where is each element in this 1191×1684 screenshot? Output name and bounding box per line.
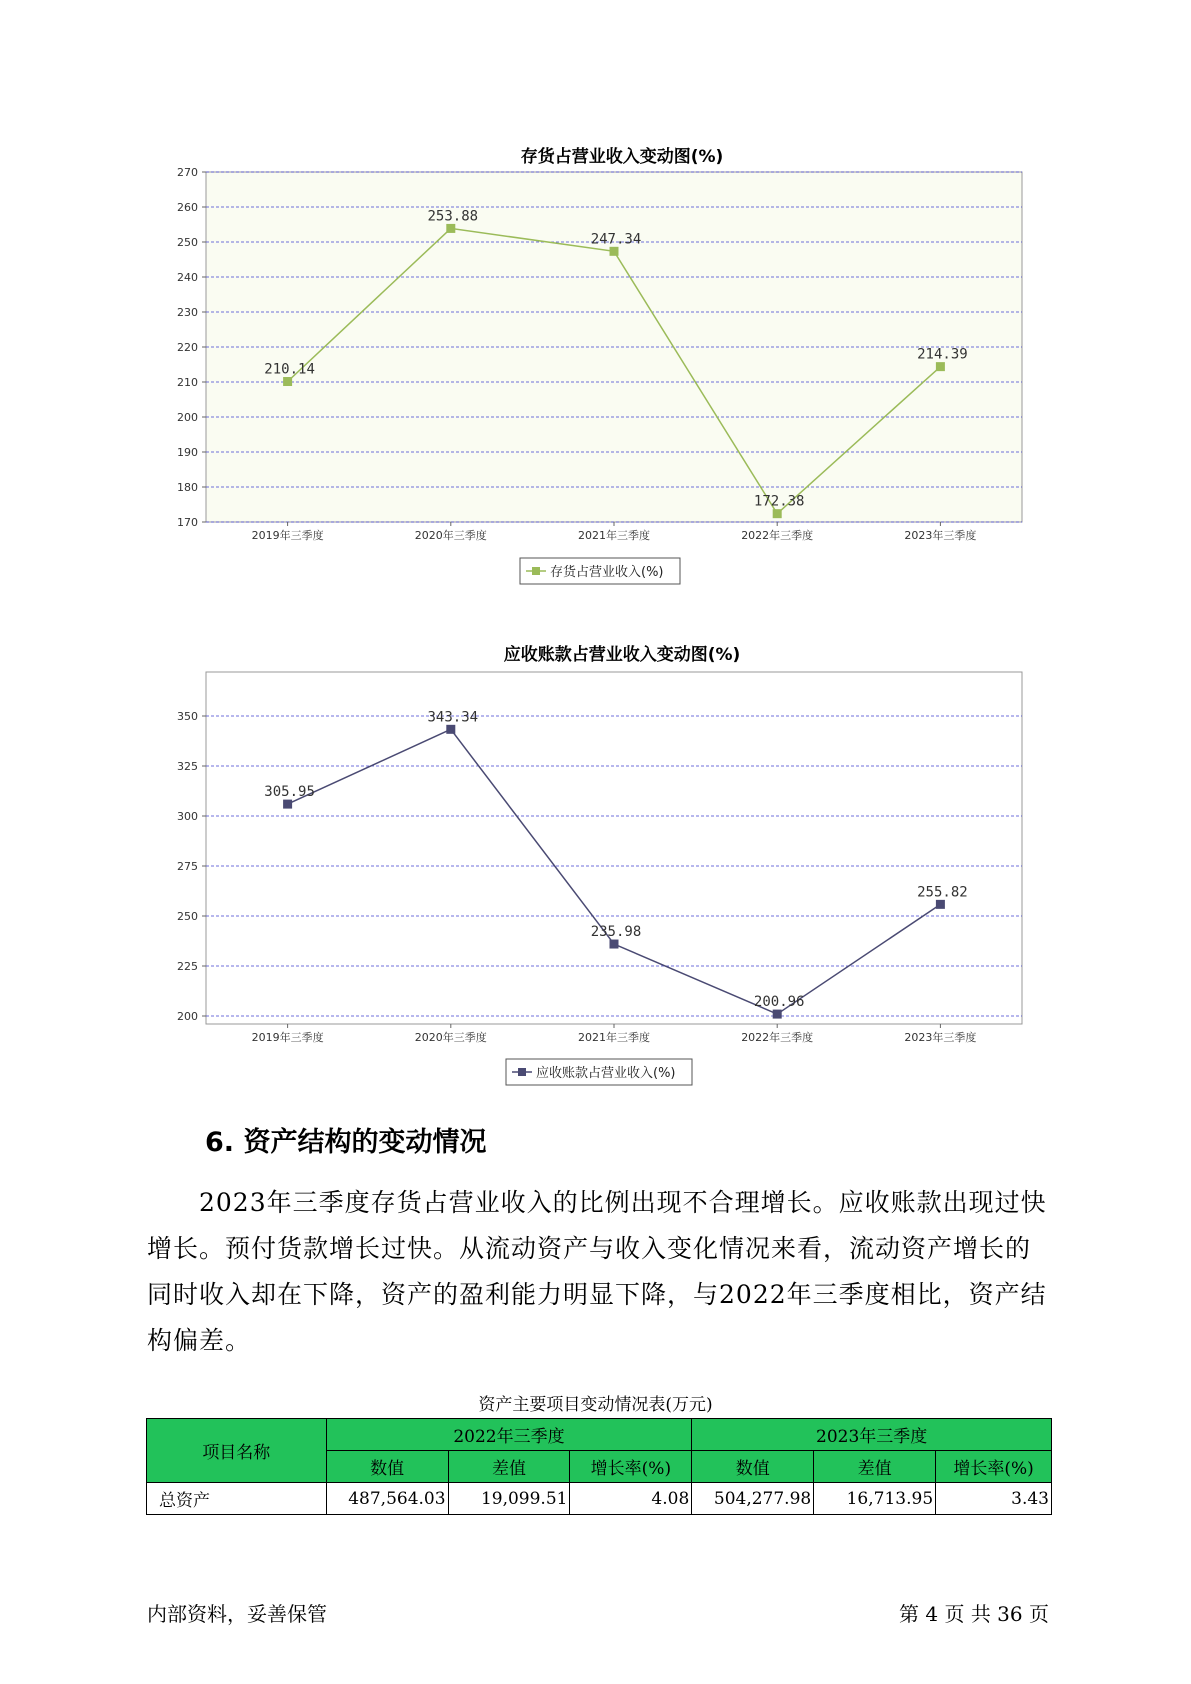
sub-header-growth: 增长率(%) — [570, 1451, 692, 1483]
data-label: 343.34 — [427, 709, 479, 726]
y-tick-label: 210 — [177, 376, 198, 389]
data-point — [446, 224, 455, 233]
y-tick-label: 170 — [177, 516, 198, 529]
y-tick-label: 260 — [177, 201, 198, 214]
data-label: 253.88 — [427, 208, 479, 225]
data-point — [610, 247, 619, 256]
footer-left: 内部资料，妥善保管 — [147, 1602, 327, 1626]
x-tick-label: 2021年三季度 — [578, 529, 650, 542]
data-point — [773, 1010, 782, 1019]
data-point — [283, 377, 292, 386]
cell-diff: 16,713.95 — [814, 1483, 936, 1515]
period1-header: 2022年三季度 — [326, 1419, 692, 1451]
y-tick-label: 300 — [177, 810, 198, 823]
data-label: 200.96 — [753, 994, 805, 1011]
x-tick-label: 2020年三季度 — [414, 1031, 487, 1044]
y-tick-label: 250 — [177, 910, 198, 923]
data-label: 214.39 — [917, 346, 968, 363]
table-row — [147, 1483, 1052, 1515]
y-tick-label: 230 — [177, 306, 198, 319]
legend-marker — [518, 1068, 526, 1076]
cell-growth: 4.08 — [570, 1483, 692, 1515]
chart-title: 存货占营业收入变动图(%) — [520, 147, 724, 167]
receivables-chart-svg — [0, 630, 1191, 1090]
sub-header-value: 数值 — [326, 1451, 448, 1483]
y-tick-label: 200 — [177, 1010, 198, 1023]
cell-value: 487,564.03 — [326, 1483, 448, 1515]
data-point — [936, 362, 945, 371]
data-point — [773, 509, 782, 518]
legend-label: 应收账款占营业收入(%) — [536, 1066, 676, 1081]
col-item-header: 项目名称 — [147, 1419, 327, 1483]
chart-title: 应收账款占营业收入变动图(%) — [503, 645, 741, 665]
y-tick-label: 325 — [177, 760, 198, 773]
x-tick-label: 2022年三季度 — [741, 529, 814, 542]
x-tick-label: 2019年三季度 — [251, 1031, 324, 1044]
data-point — [283, 800, 292, 809]
period2-header: 2023年三季度 — [692, 1419, 1052, 1451]
receivables-chart — [0, 630, 1191, 1090]
data-label: 210.14 — [264, 361, 315, 378]
table-caption: 资产主要项目变动情况表(万元) — [478, 1395, 713, 1415]
y-tick-label: 350 — [177, 710, 198, 723]
data-label: 235.98 — [590, 924, 642, 941]
plot-area — [206, 672, 1022, 1024]
section-heading: 6. 资产结构的变动情况 — [205, 1127, 487, 1158]
inventory-chart-svg — [0, 125, 1191, 595]
y-tick-label: 250 — [177, 236, 198, 249]
y-tick-label: 200 — [177, 411, 198, 424]
data-point — [610, 940, 619, 949]
sub-header-value: 数值 — [692, 1451, 814, 1483]
cell-growth: 3.43 — [936, 1483, 1052, 1515]
y-tick-label: 180 — [177, 481, 198, 494]
sub-header-diff: 差值 — [814, 1451, 936, 1483]
x-tick-label: 2021年三季度 — [578, 1031, 650, 1044]
x-tick-label: 2023年三季度 — [904, 1031, 977, 1044]
cell-value: 504,277.98 — [692, 1483, 814, 1515]
section-paragraph: 2023年三季度存货占营业收入的比例出现不合理增长。应收账款出现过快增长。预付货款增长过快。从流动资产与收入变化情况来看，流动资产增长的同时收入却在下降，资产的盈利能力明显下降，与2022年三季度相比，资产结构偏差。 — [147, 1188, 1047, 1355]
x-tick-label: 2019年三季度 — [251, 529, 324, 542]
y-tick-label: 270 — [177, 166, 198, 179]
data-label: 305.95 — [264, 784, 315, 801]
footer-page-number: 第 4 页 共 36 页 — [899, 1602, 1049, 1626]
inventory-chart — [0, 125, 1191, 595]
data-label: 172.38 — [753, 493, 805, 510]
legend-marker — [532, 567, 540, 575]
x-tick-label: 2023年三季度 — [904, 529, 977, 542]
y-tick-label: 275 — [177, 860, 198, 873]
legend-label: 存货占营业收入(%) — [550, 565, 664, 580]
asset-table — [146, 1418, 1052, 1515]
data-label: 247.34 — [590, 231, 642, 248]
data-point — [936, 900, 945, 909]
cell-diff: 19,099.51 — [448, 1483, 570, 1515]
x-tick-label: 2022年三季度 — [741, 1031, 814, 1044]
y-tick-label: 240 — [177, 271, 198, 284]
sub-header-diff: 差值 — [448, 1451, 570, 1483]
sub-header-growth: 增长率(%) — [936, 1451, 1052, 1483]
y-tick-label: 190 — [177, 446, 198, 459]
y-tick-label: 220 — [177, 341, 198, 354]
x-tick-label: 2020年三季度 — [414, 529, 487, 542]
y-tick-label: 225 — [177, 960, 198, 973]
data-point — [446, 725, 455, 734]
data-label: 255.82 — [917, 884, 968, 901]
row-name: 总资产 — [147, 1483, 327, 1515]
